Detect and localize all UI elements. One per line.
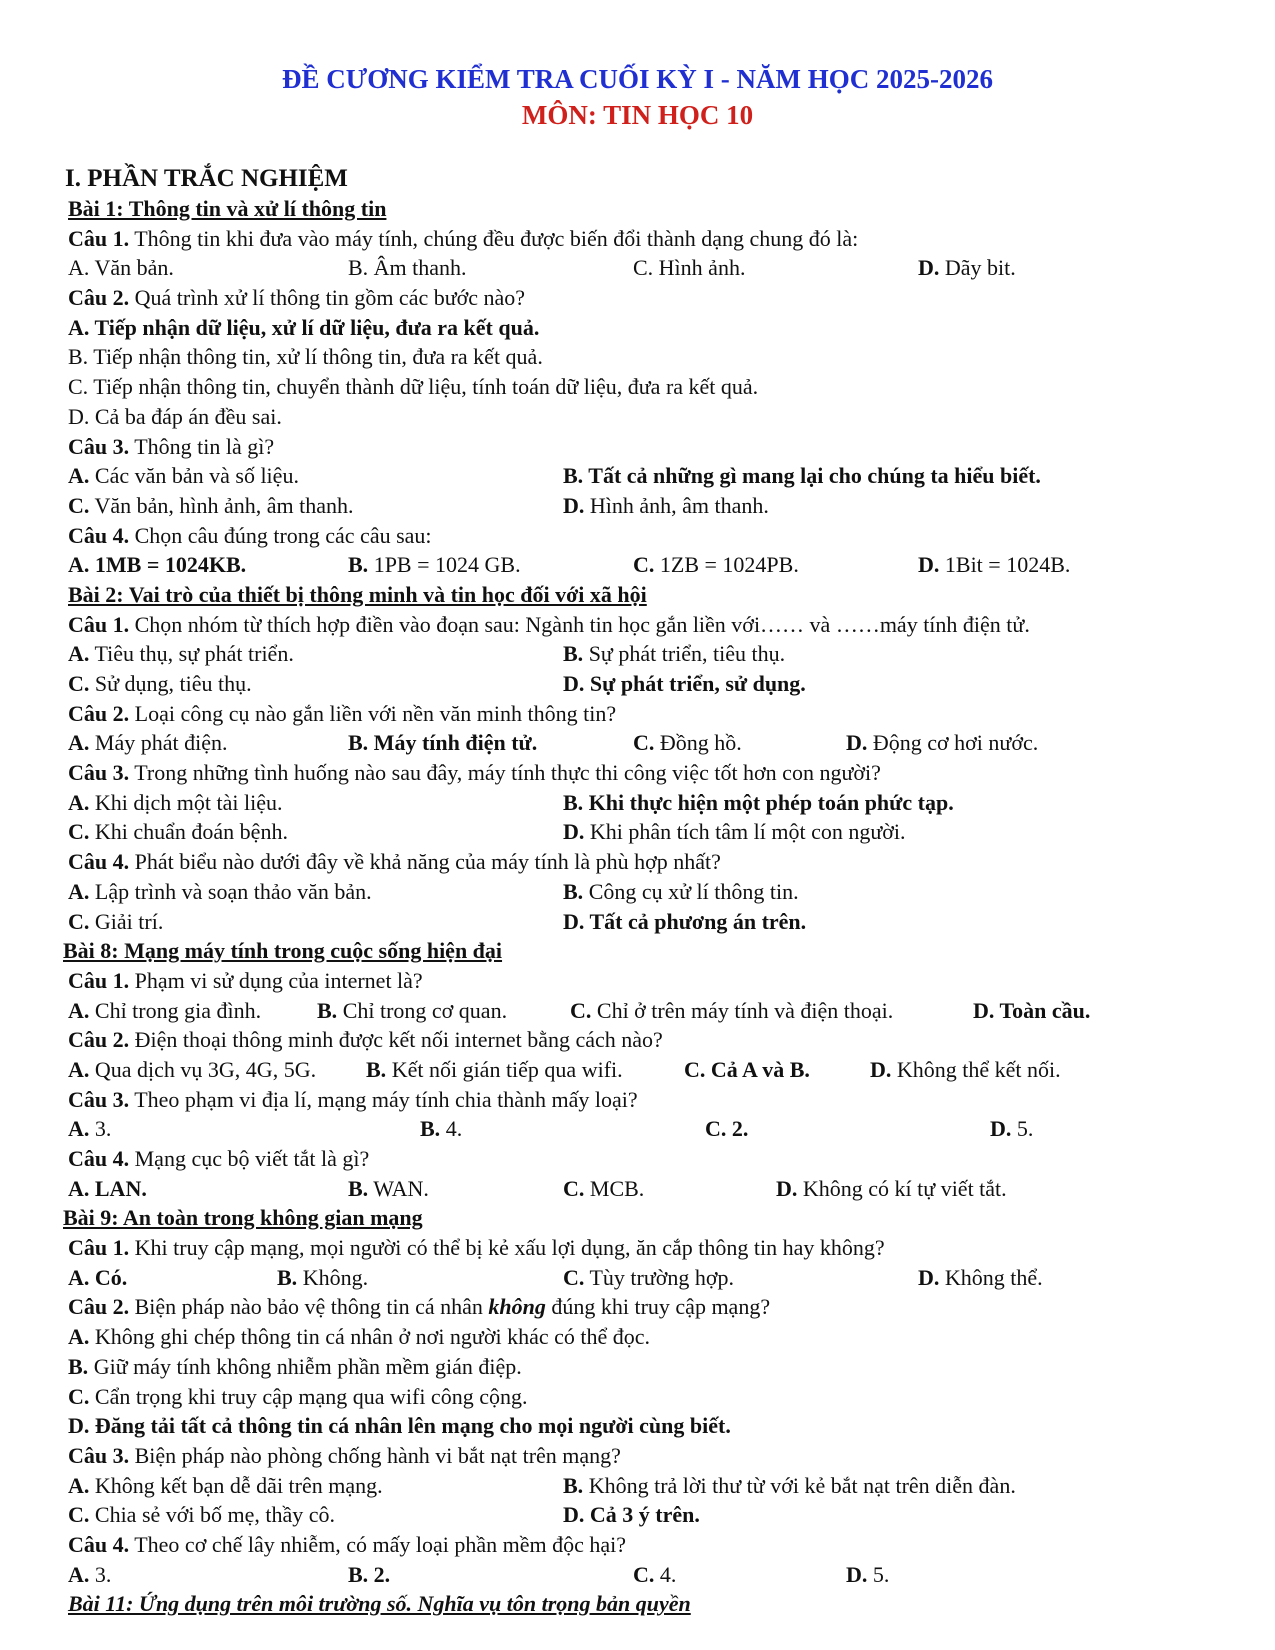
option-a: A. 3.	[68, 1561, 112, 1587]
option-c: C. Sử dụng, tiêu thụ.	[68, 671, 252, 696]
answer-options	[0, 1500, 1275, 1530]
option-a: A. Chỉ trong gia đình.	[68, 997, 262, 1023]
option-d: D. Khi phân tích tâm lí một con người.	[563, 819, 906, 845]
option-c: C. Cả A và B.	[684, 1056, 810, 1082]
option-a: A. Tiêu thụ, sự phát triển.	[68, 641, 294, 667]
option-a: A. Các văn bản và số liệu.	[68, 463, 299, 489]
question: Câu 1. Phạm vi sử dụng của internet là?	[68, 967, 423, 993]
option-c: C. Chỉ ở trên máy tính và điện thoại.	[570, 997, 894, 1023]
option-d: D. Không có kí tự viết tắt.	[776, 1175, 1007, 1201]
option-d: D. Dãy bit.	[918, 255, 1016, 281]
option-a: A. Máy phát điện.	[68, 730, 228, 756]
option-c: C. Giải trí.	[68, 908, 164, 934]
option-b: B. Không trả lời thư từ với kẻ bắt nạt trên diễn đàn.	[563, 1472, 1016, 1498]
answer-options	[0, 1560, 1275, 1590]
question: Câu 3. Theo phạm vi địa lí, mạng máy tính chia thành mấy loại?	[68, 1086, 638, 1112]
option-d: D. Động cơ hơi nước.	[846, 730, 1039, 756]
option-d: D. Tất cả phương án trên.	[563, 908, 807, 934]
answer-options	[0, 728, 1275, 758]
question: Câu 3. Thông tin là gì?	[68, 433, 275, 459]
option-a: A. Không ghi chép thông tin cá nhân ở nơi người khác có thể đọc.	[68, 1324, 651, 1350]
answer-options	[0, 550, 1275, 580]
option-c: C. Đồng hồ.	[633, 730, 742, 756]
answer-options	[0, 1263, 1275, 1293]
option-c: C. Cẩn trọng khi truy cập mạng qua wifi công cộng.	[68, 1383, 528, 1409]
option-d: D. Đăng tải tất cả thông tin cá nhân lên mạng cho mọi người cùng biết.	[68, 1413, 731, 1439]
option-d: D. Hình ảnh, âm thanh.	[563, 492, 769, 518]
lesson-heading: Bài 2: Vai trò của thiết bị thông minh và tin học đối với xã hội	[68, 581, 647, 607]
option-b: B. Tất cả những gì mang lại cho chúng ta hiểu biết.	[563, 463, 1041, 489]
option-d: D. 5.	[990, 1116, 1034, 1142]
question: Câu 2. Loại công cụ nào gắn liền với nền văn minh thông tin?	[68, 700, 617, 726]
option-b: B. 4.	[420, 1116, 463, 1142]
question: Câu 4. Phát biểu nào dưới đây về khả năng của máy tính là phù hợp nhất?	[68, 849, 721, 875]
question: Câu 3. Biện pháp nào phòng chống hành vi bắt nạt trên mạng?	[68, 1442, 621, 1468]
answer-options	[0, 1471, 1275, 1501]
option-d: D. Toàn cầu.	[973, 997, 1091, 1023]
lesson-heading: Bài 8: Mạng máy tính trong cuộc sống hiện đại	[63, 938, 503, 964]
answer-options	[0, 788, 1275, 818]
option-a: A. 3.	[68, 1116, 112, 1142]
option-c: C. Tùy trường hợp.	[563, 1264, 735, 1290]
option-c: C. MCB.	[563, 1175, 645, 1201]
option-c: C. 4.	[633, 1561, 677, 1587]
answer-options	[0, 1174, 1275, 1204]
option-d: D. 1Bit = 1024B.	[918, 552, 1071, 578]
option-b: B. Sự phát triển, tiêu thụ.	[563, 641, 786, 667]
question: Câu 1. Chọn nhóm từ thích hợp điền vào đoạn sau: Ngành tin học gắn liền với…… và ……máy tính điện tử.	[68, 611, 1030, 637]
section-heading: I. PHẦN TRẮC NGHIỆM	[65, 165, 348, 192]
option-d: D. Cả ba đáp án đều sai.	[68, 403, 282, 429]
option-b: B. Giữ máy tính không nhiễm phần mềm gián điệp.	[68, 1353, 522, 1379]
question: Câu 4. Mạng cục bộ viết tắt là gì?	[68, 1146, 370, 1171]
question: Câu 2. Biện pháp nào bảo vệ thông tin cá nhân không đúng khi truy cập mạng?	[68, 1294, 771, 1320]
option-a: A. Không kết bạn dễ dãi trên mạng.	[68, 1472, 383, 1498]
answer-options	[0, 639, 1275, 669]
option-b: B. Công cụ xử lí thông tin.	[563, 878, 799, 904]
option-a: A. Qua dịch vụ 3G, 4G, 5G.	[68, 1056, 317, 1082]
answer-options	[0, 996, 1275, 1026]
question: Câu 4. Chọn câu đúng trong các câu sau:	[68, 522, 432, 548]
option-a: A. Khi dịch một tài liệu.	[68, 789, 283, 815]
option-a: A. LAN.	[68, 1175, 147, 1201]
document-body	[0, 163, 1275, 1619]
option-b: B. Máy tính điện tử.	[348, 730, 538, 756]
option-b: B. 2.	[348, 1561, 391, 1587]
option-d: D. Cả 3 ý trên.	[563, 1502, 700, 1528]
option-c: C. Khi chuẩn đoán bệnh.	[68, 819, 288, 845]
option-d: D. Không thể.	[918, 1264, 1043, 1290]
lesson-heading: Bài 9: An toàn trong không gian mạng	[63, 1205, 423, 1231]
option-c: C. Chia sẻ với bố mẹ, thầy cô.	[68, 1502, 336, 1528]
answer-options	[0, 669, 1275, 699]
option-a: A. Tiếp nhận dữ liệu, xử lí dữ liệu, đưa ra kết quả.	[68, 314, 540, 340]
lesson-heading: Bài 1: Thông tin và xử lí thông tin	[68, 196, 387, 221]
answer-options	[0, 491, 1275, 521]
option-a: A. Có.	[68, 1264, 128, 1290]
option-b: B. Không.	[277, 1264, 369, 1290]
option-b: B. Khi thực hiện một phép toán phức tạp.	[563, 789, 954, 815]
option-b: B. WAN.	[348, 1175, 429, 1201]
answer-options	[0, 907, 1275, 937]
question: Câu 1. Khi truy cập mạng, mọi người có thể bị kẻ xấu lợi dụng, ăn cắp thông tin hay không?	[68, 1235, 885, 1261]
question: Câu 2. Điện thoại thông minh được kết nối internet bằng cách nào?	[68, 1027, 663, 1053]
option-a: A. Lập trình và soạn thảo văn bản.	[68, 878, 372, 904]
option-a: A. Văn bản.	[68, 255, 174, 281]
option-b: B. Âm thanh.	[348, 255, 467, 281]
lesson-heading: Bài 11: Ứng dụng trên môi trường số. Nghĩa vụ tôn trọng bản quyền	[68, 1591, 691, 1617]
subject-title: MÔN: TIN HỌC 10	[521, 100, 754, 130]
answer-options	[0, 1055, 1275, 1085]
answer-options	[0, 461, 1275, 491]
answer-options	[0, 877, 1275, 907]
option-c: C. Văn bản, hình ảnh, âm thanh.	[68, 492, 354, 518]
question: Câu 4. Theo cơ chế lây nhiễm, có mấy loại phần mềm độc hại?	[68, 1531, 627, 1557]
option-c: C. 2.	[705, 1116, 749, 1142]
option-a: A. 1MB = 1024KB.	[68, 552, 247, 578]
option-b: B. Chỉ trong cơ quan.	[317, 997, 508, 1023]
question: Câu 3. Trong những tình huống nào sau đây, máy tính thực thi công việc tốt hơn con người?	[68, 760, 881, 786]
question: Câu 2. Quá trình xử lí thông tin gồm các bước nào?	[68, 285, 526, 311]
answer-options	[0, 253, 1275, 283]
option-c: C. Hình ảnh.	[633, 255, 746, 281]
option-d: D. 5.	[846, 1561, 890, 1587]
option-b: B. Kết nối gián tiếp qua wifi.	[366, 1056, 623, 1082]
option-b: B. 1PB = 1024 GB.	[348, 552, 521, 578]
answer-options	[0, 817, 1275, 847]
option-d: D. Sự phát triển, sử dụng.	[563, 671, 806, 696]
option-c: C. 1ZB = 1024PB.	[633, 552, 799, 578]
option-d: D. Không thể kết nối.	[870, 1056, 1061, 1082]
option-b: B. Tiếp nhận thông tin, xử lí thông tin, đưa ra kết quả.	[68, 344, 543, 370]
option-c: C. Tiếp nhận thông tin, chuyển thành dữ liệu, tính toán dữ liệu, đưa ra kết quả.	[68, 374, 759, 400]
answer-options	[0, 1114, 1275, 1144]
document-title: ĐỀ CƯƠNG KIỂM TRA CUỐI KỲ I - NĂM HỌC 2025-2026	[281, 64, 993, 94]
question: Câu 1. Thông tin khi đưa vào máy tính, chúng đều được biến đổi thành dạng chung đó là:	[68, 225, 859, 251]
